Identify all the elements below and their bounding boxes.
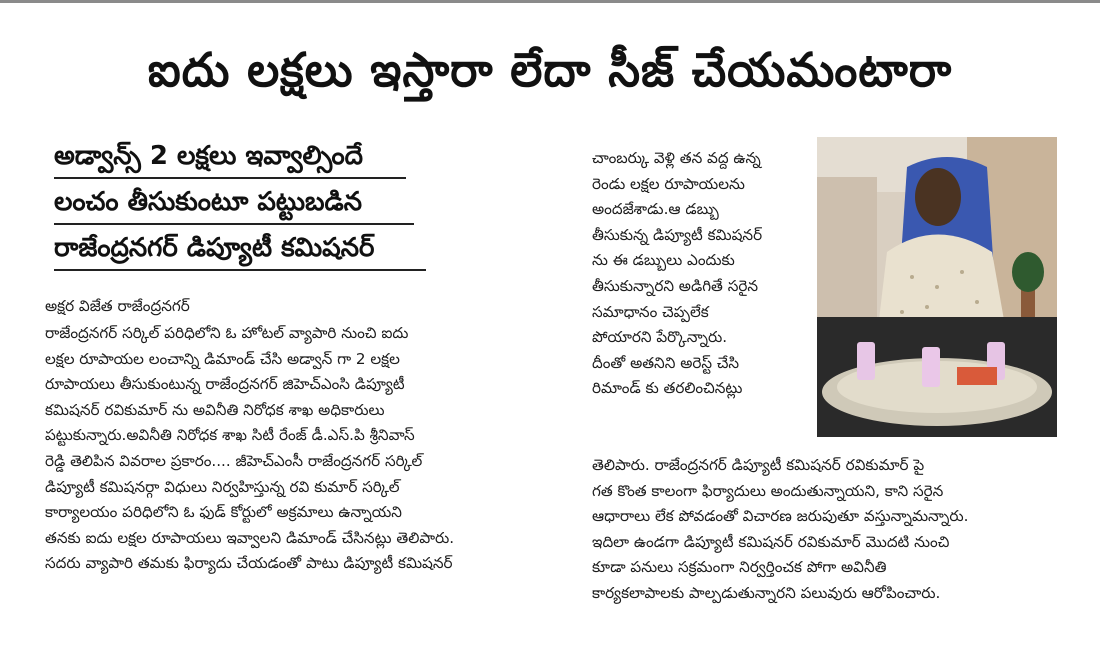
article-line: సదరు వ్యాపారి తమకు ఫిర్యాదు చేయడంతో పాటు డిప్యూటీ కమిషనర్ [45, 554, 453, 573]
subheadline-rule [54, 269, 426, 271]
article-line: రెండు లక్షల రూపాయలను [592, 174, 745, 193]
article-line: డిప్యూటీ కమిషనర్గా విధులు నిర్వహిస్తున్న రవి కుమార్ సర్కిల్ [45, 477, 400, 496]
headline: ఐదు లక్షలు ఇస్తారా లేదా సీజ్ చేయమంటారా [147, 43, 953, 98]
article-line: దీంతో అతనిని అరెస్ట్ చేసి [592, 353, 740, 372]
article-line: రాజేంద్రనగర్ సర్కిల్ పరిధిలోని ఓ హోటల్ వ్యాపారి నుంచి ఐదు [45, 324, 409, 342]
subheadline-rule [54, 223, 414, 225]
article-line: రిమాండ్ కు తరలించినట్లు [592, 379, 743, 398]
article-line: ఆధారాలు లేక పోవడంతో విచారణ జరుపుతూ వస్తున్నామన్నారు. [592, 507, 969, 526]
article-line: కూడా పనులు సక్రమంగా నిర్వర్తించక పోగా అవినీతి [592, 558, 887, 577]
article-line: కమిషనర్ రవికుమార్ ను అవినీతి నిరోధక శాఖ అధికారులు [45, 400, 385, 419]
article-left-column [45, 321, 454, 577]
subheadline-rule [54, 177, 406, 179]
article-line: తెలిపారు. రాజేంద్రనగర్ డిప్యూటీ కమిషనర్ రవికుమార్ పై [592, 456, 925, 474]
subheadline-2: లంచం తీసుకుంటూ పట్టుబడిన [54, 187, 362, 217]
article-line: పట్టుకున్నారు.అవినీతి నిరోధక శాఖ సిటీ రేంజ్ డీ.ఎస్.పి శ్రీనివాస్ [45, 426, 415, 445]
subheadline-3: రాజేంద్రనగర్ డిప్యూటీ కమిషనర్ [54, 233, 375, 263]
article-line: పోయారని పేర్కొన్నారు. [592, 328, 728, 347]
article-line: రూపాయలు తీసుకుంటున్న రాజేంద్రనగర్ జిహెచ్ఎంసి డిప్యూటీ [45, 375, 405, 394]
article-line: లక్షల రూపాయల లంచాన్ని డిమాండ్ చేసి అడ్వాన్ గా 2 లక్షల [45, 349, 400, 368]
article-line: అందజేశాడు.ఆ డబ్బు [592, 200, 719, 219]
article-line: ను ఈ డబ్బులు ఎందుకు [592, 251, 735, 270]
article-line: చాంబర్కు వెళ్లి తన వద్ద ఉన్న [592, 149, 761, 167]
subheadline-1: అడ్వాన్స్ 2 లక్షలు ఇవ్వాల్సిందే [54, 141, 364, 171]
article-line: ఇదిలా ఉండగా డిప్యూటీ కమిషనర్ రవికుమార్ మొదటి నుంచి [592, 532, 950, 551]
article-line: తనకు ఐదు లక్షల రూపాయలు ఇవ్వాలని డిమాండ్ చేసినట్లు తెలిపారు. [45, 528, 455, 547]
article-line: కార్యాలయం పరిధిలోని ఓ ఫుడ్ కోర్టులో అక్రమాలు ఉన్నాయని [45, 503, 402, 522]
article-line: కార్యకలాపాలకు పాల్పడుతున్నారని పలువురు ఆరోపించారు. [592, 583, 941, 602]
officer-photo-image [817, 137, 1057, 437]
article-line: తీసుకున్నారని అడిగితే సరైన [592, 276, 759, 295]
article-line: సమాధానం చెప్పలేక [592, 302, 709, 321]
article-right-column-narrow [592, 146, 762, 402]
article-right-column-full [592, 453, 968, 607]
news-photo [817, 137, 1057, 437]
byline: అక్షర విజేత రాజేంద్రనగర్ [45, 297, 190, 315]
article-line: గత కొంత కాలంగా ఫిర్యాదులు అందుతున్నాయని, కాని సరైన [592, 481, 944, 500]
article-line: రెడ్డి తెలిపిన వివరాల ప్రకారం.... జీహెచ్ఎంసీ రాజేంద్రనగర్ సర్కిల్ [45, 451, 423, 470]
top-rule [0, 0, 1100, 3]
article-line: తీసుకున్న డిప్యూటీ కమిషనర్ [592, 225, 763, 244]
